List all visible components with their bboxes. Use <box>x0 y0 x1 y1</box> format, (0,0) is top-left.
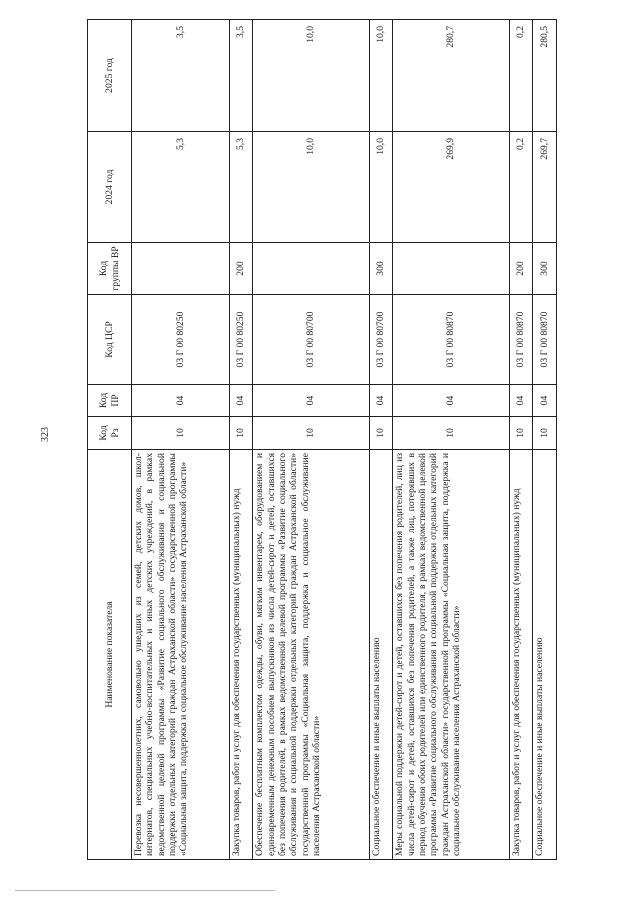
row-pr: 04 <box>533 385 557 417</box>
row-csr: 03 Г 00 80870 <box>393 295 509 385</box>
row-csr: 03 Г 00 80250 <box>132 295 230 385</box>
row-pr: 04 <box>253 385 369 417</box>
row-rz: 10 <box>393 417 509 450</box>
row-vr: 300 <box>369 243 393 295</box>
budget-table <box>87 19 557 860</box>
row-pr: 04 <box>132 385 230 417</box>
row-rz: 10 <box>253 417 369 450</box>
row-2024: 0,2 <box>509 132 533 243</box>
header-2025: 2025 год <box>88 20 132 132</box>
row-vr: 200 <box>509 243 533 295</box>
row-2024: 10,0 <box>369 132 393 243</box>
row-2024: 5,3 <box>132 132 230 243</box>
table-header-row <box>88 20 132 860</box>
row-pr: 04 <box>229 385 253 417</box>
row-vr: 300 <box>533 243 557 295</box>
row-name: Перевозка несовершеннолетних, самовольно ушедших из семей, детских домов, школ-интернатов, специальных учебно-воспитательных и иных детских учреждений, в рамках ведомственной целевой программы «Развитие социального обслуживания и социальной поддержки отдельных категорий граждан Астраханской области» государственной программы «Социальная защита, поддержка и социальное обслуживание населения Астраханской области» <box>132 450 230 860</box>
row-2025: 0,2 <box>509 20 533 132</box>
table-row <box>229 20 253 860</box>
row-2025: 3,5 <box>132 20 230 132</box>
table-row <box>253 20 369 860</box>
row-2025: 3,5 <box>229 20 253 132</box>
row-rz: 10 <box>509 417 533 450</box>
row-2024: 10,0 <box>253 132 369 243</box>
header-pr: Код ПР <box>88 385 132 417</box>
row-pr: 04 <box>393 385 509 417</box>
row-vr <box>393 243 509 295</box>
row-csr: 03 Г 00 80870 <box>509 295 533 385</box>
row-csr: 03 Г 00 80700 <box>369 295 393 385</box>
header-name: Наименование показателя <box>88 450 132 860</box>
row-vr <box>253 243 369 295</box>
header-vr: Код группы ВР <box>88 243 132 295</box>
row-rz: 10 <box>369 417 393 450</box>
header-2024: 2024 год <box>88 132 132 243</box>
rotated-table-container <box>87 20 557 860</box>
row-csr: 03 Г 00 80700 <box>253 295 369 385</box>
table-row <box>132 20 230 860</box>
row-rz: 10 <box>132 417 230 450</box>
row-2024: 269,7 <box>533 132 557 243</box>
row-csr: 03 Г 00 80870 <box>533 295 557 385</box>
row-name: Социальное обеспечение и иные выплаты населению <box>369 450 393 860</box>
row-vr <box>132 243 230 295</box>
row-name: Социальное обеспечение и иные выплаты населению <box>533 450 557 860</box>
row-2025: 10,0 <box>369 20 393 132</box>
row-vr: 200 <box>229 243 253 295</box>
row-rz: 10 <box>533 417 557 450</box>
row-2025: 280,5 <box>533 20 557 132</box>
row-name: Закупка товаров, работ и услуг для обеспечения государственных (муниципальных) нужд <box>229 450 253 860</box>
row-name: Обеспечение бесплатным комплектом одежды, обуви, мягким инвентарем, оборудованием и единовременным денежным пособием выпускников из числа детей-сирот и детей, оставшихся без попечения родителей, в рамках ведомственной целевой программы «Развитие социального обслуживания и социальной поддержки отдельных категорий граждан Астраханской области» государственной программы «Социальная защита, поддержка и социальное обслуживание населения Астраханской области» <box>253 450 369 860</box>
row-rz: 10 <box>229 417 253 450</box>
row-2025: 280,7 <box>393 20 509 132</box>
header-csr: Код ЦСР <box>88 295 132 385</box>
row-csr: 03 Г 00 80250 <box>229 295 253 385</box>
header-rz: Код Рз <box>88 417 132 450</box>
row-pr: 04 <box>369 385 393 417</box>
table-row <box>393 20 509 860</box>
row-2025: 10,0 <box>253 20 369 132</box>
row-2024: 269,9 <box>393 132 509 243</box>
page-number: 323 <box>40 427 51 442</box>
table-row <box>533 20 557 860</box>
scan-edge-line <box>15 890 275 891</box>
row-2024: 5,3 <box>229 132 253 243</box>
row-name: Меры социальной поддержки детей-сирот и детей, оставшихся без попечения родителей, лиц из числа детей-сирот и детей, оставшихся без попечения родителей, а также лиц, потерявших в период обучения обоих родителей или единственного родителя, в рамках ведомственной целевой программы «Развитие социального обслуживания и социальной поддержки отдельных категорий граждан Астраханской области» государственной программы «Социальная защита, поддержка и социальное обслуживание населения Астраханской области» <box>393 450 509 860</box>
row-name: Закупка товаров, работ и услуг для обеспечения государственных (муниципальных) нужд <box>509 450 533 860</box>
row-pr: 04 <box>509 385 533 417</box>
table-row <box>369 20 393 860</box>
table-row <box>509 20 533 860</box>
